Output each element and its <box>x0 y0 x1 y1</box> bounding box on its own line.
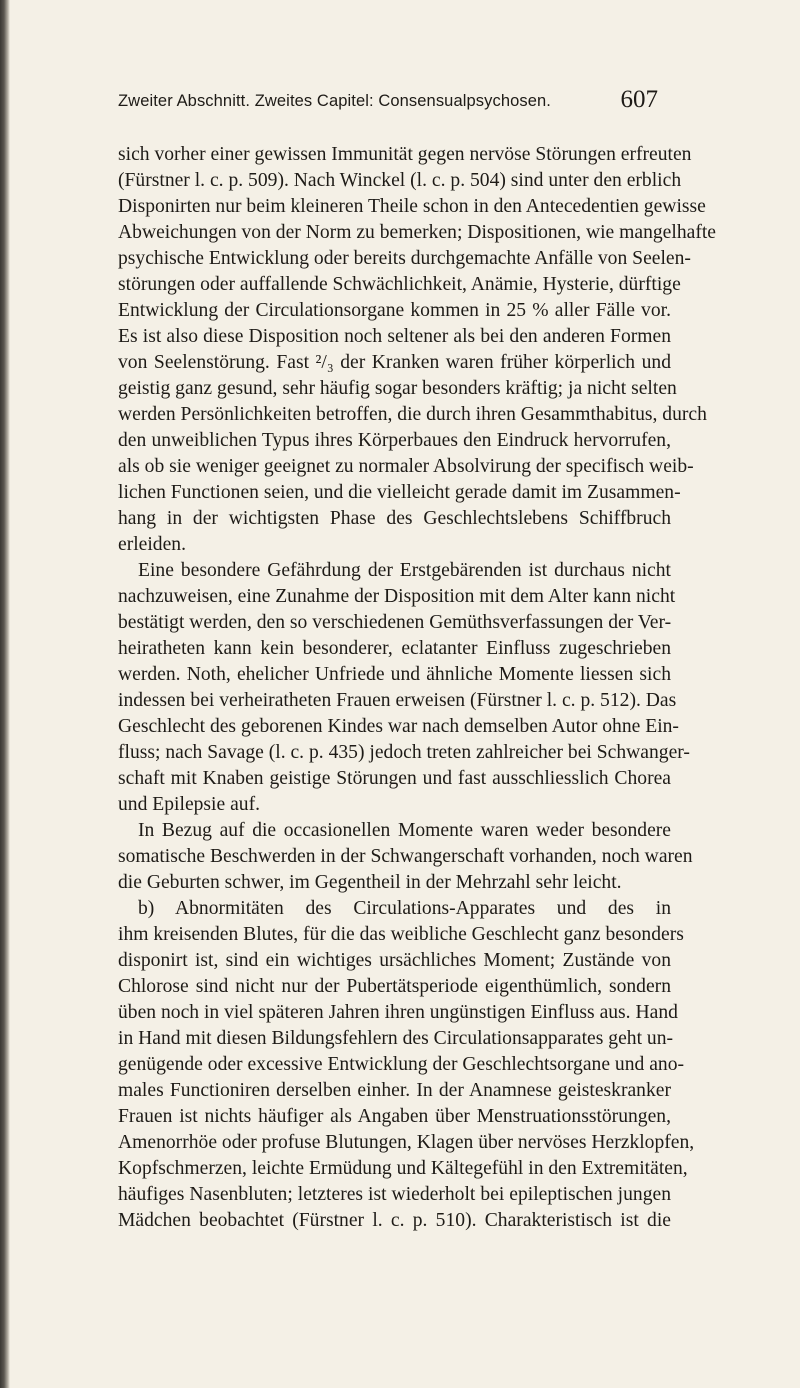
text-line: In Bezug auf die occasionellen Momente waren weder besondere <box>138 820 671 841</box>
text-line: hang in der wichtigsten Phase des Geschlechtslebens Schiffbruch <box>118 508 671 529</box>
text-line: üben noch in viel späteren Jahren ihren ungünstigen Einfluss aus. Hand <box>118 1002 678 1023</box>
text-line: somatische Beschwerden in der Schwangerschaft vorhanden, noch waren <box>118 846 693 867</box>
text-line: fluss; nach Savage (l. c. p. 435) jedoch treten zahlreicher bei Schwanger- <box>118 742 690 763</box>
text-line: werden Persönlichkeiten betroffen, die durch ihren Gesammthabitus, durch <box>118 404 707 425</box>
text-line: Chlorose sind nicht nur der Pubertätsperiode eigenthümlich, sondern <box>118 976 671 997</box>
page-number: 607 <box>620 86 658 113</box>
text-line: nachzuweisen, eine Zunahme der Disposition mit dem Alter kann nicht <box>118 586 676 607</box>
text-line: als ob sie weniger geeignet zu normaler Absolvirung der specifisch weib- <box>118 456 694 477</box>
text-line: genügende oder excessive Entwicklung der Geschlechtsorgane und ano- <box>118 1054 685 1075</box>
text-line: Amenorrhöe oder profuse Blutungen, Klagen über nervöses Herzklopfen, <box>118 1132 695 1153</box>
text-line: geistig ganz gesund, sehr häufig sogar besonders kräftig; ja nicht selten <box>118 378 677 399</box>
body-text <box>118 142 716 1234</box>
text-line: erleiden. <box>118 534 186 555</box>
text-line: Es ist also diese Disposition noch seltener als bei den anderen Formen <box>118 326 671 347</box>
text-line: Frauen ist nichts häufiger als Angaben über Menstruationsstörungen, <box>118 1106 671 1127</box>
text-line: Geschlecht des geborenen Kindes war nach demselben Autor ohne Ein- <box>118 716 679 737</box>
page-header <box>118 86 658 116</box>
text-line: häufiges Nasenbluten; letzteres ist wiederholt bei epileptischen jungen <box>118 1184 671 1205</box>
text-line: störungen oder auffallende Schwächlichkeit, Anämie, Hysterie, dürftige <box>118 274 681 295</box>
text-line: von Seelenstörung. Fast ²/₃ der Kranken waren früher körperlich und <box>118 352 671 373</box>
text-line: Mädchen beobachtet (Fürstner l. c. p. 510). Charakteristisch ist die <box>118 1210 671 1231</box>
text-line: Entwicklung der Circulationsorgane kommen in 25 % aller Fälle vor. <box>118 300 671 321</box>
text-line: b) Abnormitäten des Circulations-Apparates und des in <box>138 898 671 919</box>
text-line: den unweiblichen Typus ihres Körperbaues den Eindruck hervorrufen, <box>118 430 671 451</box>
text-line: Eine besondere Gefährdung der Erstgebärenden ist durchaus nicht <box>138 560 671 581</box>
text-line: und Epilepsie auf. <box>118 794 261 815</box>
text-line: males Functioniren derselben einher. In der Anamnese geisteskranker <box>118 1080 671 1101</box>
text-line: schaft mit Knaben geistige Störungen und fast ausschliesslich Chorea <box>118 768 671 789</box>
running-head: Zweiter Abschnitt. Zweites Capitel: Consensualpsychosen. <box>118 92 551 110</box>
text-line: die Geburten schwer, im Gegentheil in der Mehrzahl sehr leicht. <box>118 872 622 893</box>
text-line: indessen bei verheiratheten Frauen erweisen (Fürstner l. c. p. 512). Das <box>118 690 677 711</box>
text-line: lichen Functionen seien, und die vielleicht gerade damit im Zusammen- <box>118 482 681 503</box>
text-line: sich vorher einer gewissen Immunität gegen nervöse Störungen erfreuten <box>118 144 692 165</box>
text-line: bestätigt werden, den so verschiedenen Gemüthsverfassungen der Ver- <box>118 612 672 633</box>
text-line: in Hand mit diesen Bildungsfehlern des Circulationsapparates geht un- <box>118 1028 674 1049</box>
page-binding-edge <box>0 0 10 1388</box>
text-line: Disponirten nur beim kleineren Theile schon in den Antecedentien gewisse <box>118 196 706 217</box>
text-line: Abweichungen von der Norm zu bemerken; Dispositionen, wie mangelhafte <box>118 222 716 243</box>
text-line: (Fürstner l. c. p. 509). Nach Winckel (l. c. p. 504) sind unter den erblich <box>118 170 682 191</box>
text-line: heiratheten kann kein besonderer, eclatanter Einfluss zugeschrieben <box>118 638 671 659</box>
text-line: disponirt ist, sind ein wichtiges ursächliches Moment; Zustände von <box>118 950 671 971</box>
text-line: Kopfschmerzen, leichte Ermüdung und Kältegefühl in den Extremitäten, <box>118 1158 688 1179</box>
text-line: ihm kreisenden Blutes, für die das weibliche Geschlecht ganz besonders <box>118 924 684 945</box>
text-line: psychische Entwicklung oder bereits durchgemachte Anfälle von Seelen- <box>118 248 691 269</box>
text-line: werden. Noth, ehelicher Unfriede und ähnliche Momente liessen sich <box>118 664 671 685</box>
